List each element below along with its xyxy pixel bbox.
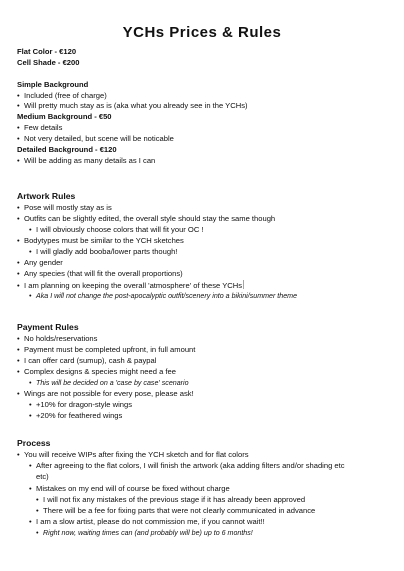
bullet-icon: • [17,281,20,290]
bullet-icon: • [29,247,32,256]
bullet-icon: • [17,236,20,245]
bullet-icon: • [17,389,20,398]
bullet-icon: • [17,345,20,354]
list-item: • Included (free of charge) [17,91,107,100]
list-item: • Any gender [17,258,63,267]
bullet-icon: • [36,506,39,515]
list-item-continuation: etc) [36,472,49,481]
list-item: • I will obviously choose colors that will fit your OC ! [29,225,204,234]
bullet-icon: • [36,495,39,504]
bullet-icon: • [29,461,32,470]
list-item: • Will be adding as many details as I can [17,156,156,165]
bullet-icon: • [17,269,20,278]
list-item: • Mistakes on my end will of course be fixed without charge [29,484,230,493]
simple-background-heading: Simple Background [17,80,89,89]
list-item: • Bodytypes must be similar to the YCH sketches [17,236,184,245]
detailed-background-heading: Detailed Background - €120 [17,145,117,154]
list-item: • I am a slow artist, please do not commission me, if you cannot wait!! [29,517,265,526]
list-item: • I will gladly add booba/lower parts though! [29,247,178,256]
bullet-icon: • [17,101,20,110]
list-item: • Pose will mostly stay as is [17,203,112,212]
process-heading: Process [17,438,51,448]
payment-rules-heading: Payment Rules [17,322,79,332]
artwork-rules-heading: Artwork Rules [17,191,76,201]
list-item: • I can offer card (sumup), cash & paypal [17,356,157,365]
price-flat-color: Flat Color - €120 [17,47,77,56]
bullet-icon: • [36,529,39,537]
medium-background-heading: Medium Background - €50 [17,112,112,121]
list-item: • Not very detailed, but scene will be noticable [17,134,174,143]
bullet-icon: • [29,225,32,234]
list-item: • Any species (that will fit the overall proportions) [17,269,183,278]
bullet-icon: • [17,134,20,143]
list-item: • Will pretty much stay as is (aka what you already see in the YCHs) [17,101,248,110]
list-item: • This will be decided on a 'case by case' scenario [29,379,189,387]
bullet-icon: • [17,91,20,100]
text-cursor [243,280,244,289]
list-item: • There will be a fee for fixing parts that were not clearly communicated in advance [36,506,316,515]
list-item: • After agreeing to the flat colors, I will finish the artwork (aka adding filters and/or shading etc [29,461,345,470]
list-item: • I am planning on keeping the overall 'atmosphere' of these YCHs [17,281,243,290]
bullet-icon: • [29,484,32,493]
bullet-icon: • [17,214,20,223]
price-cell-shade: Cell Shade - €200 [17,58,80,67]
list-item: • Few details [17,123,63,132]
bullet-icon: • [29,292,32,300]
bullet-icon: • [17,334,20,343]
list-item: • Payment must be completed upfront, in full amount [17,345,196,354]
list-item: • You will receive WIPs after fixing the YCH sketch and for flat colors [17,450,249,459]
bullet-icon: • [17,356,20,365]
bullet-icon: • [29,517,32,526]
list-item: • Complex designs & species might need a fee [17,367,176,376]
list-item: • Aka I will not change the post-apocalyptic outfit/scenery into a bikini/summer theme [29,292,298,300]
bullet-icon: • [29,400,32,409]
list-item: • +10% for dragon-style wings [29,400,133,409]
bullet-icon: • [17,450,20,459]
page-title: YCHs Prices & Rules [122,24,282,41]
list-item: • Outfits can be slightly edited, the overall style should stay the same though [17,214,276,223]
bullet-icon: • [17,123,20,132]
list-item: • Right now, waiting times can (and probably will be) up to 6 months! [36,529,253,537]
list-item: • Wings are not possible for every pose, please ask! [17,389,194,398]
bullet-icon: • [17,156,20,165]
bullet-icon: • [17,258,20,267]
list-item: • +20% for feathered wings [29,411,123,420]
list-item: • No holds/reservations [17,334,98,343]
bullet-icon: • [29,411,32,420]
bullet-icon: • [17,367,20,376]
bullet-icon: • [29,379,32,387]
bullet-icon: • [17,203,20,212]
list-item: • I will not fix any mistakes of the previous stage if it has already been approved [36,495,306,504]
